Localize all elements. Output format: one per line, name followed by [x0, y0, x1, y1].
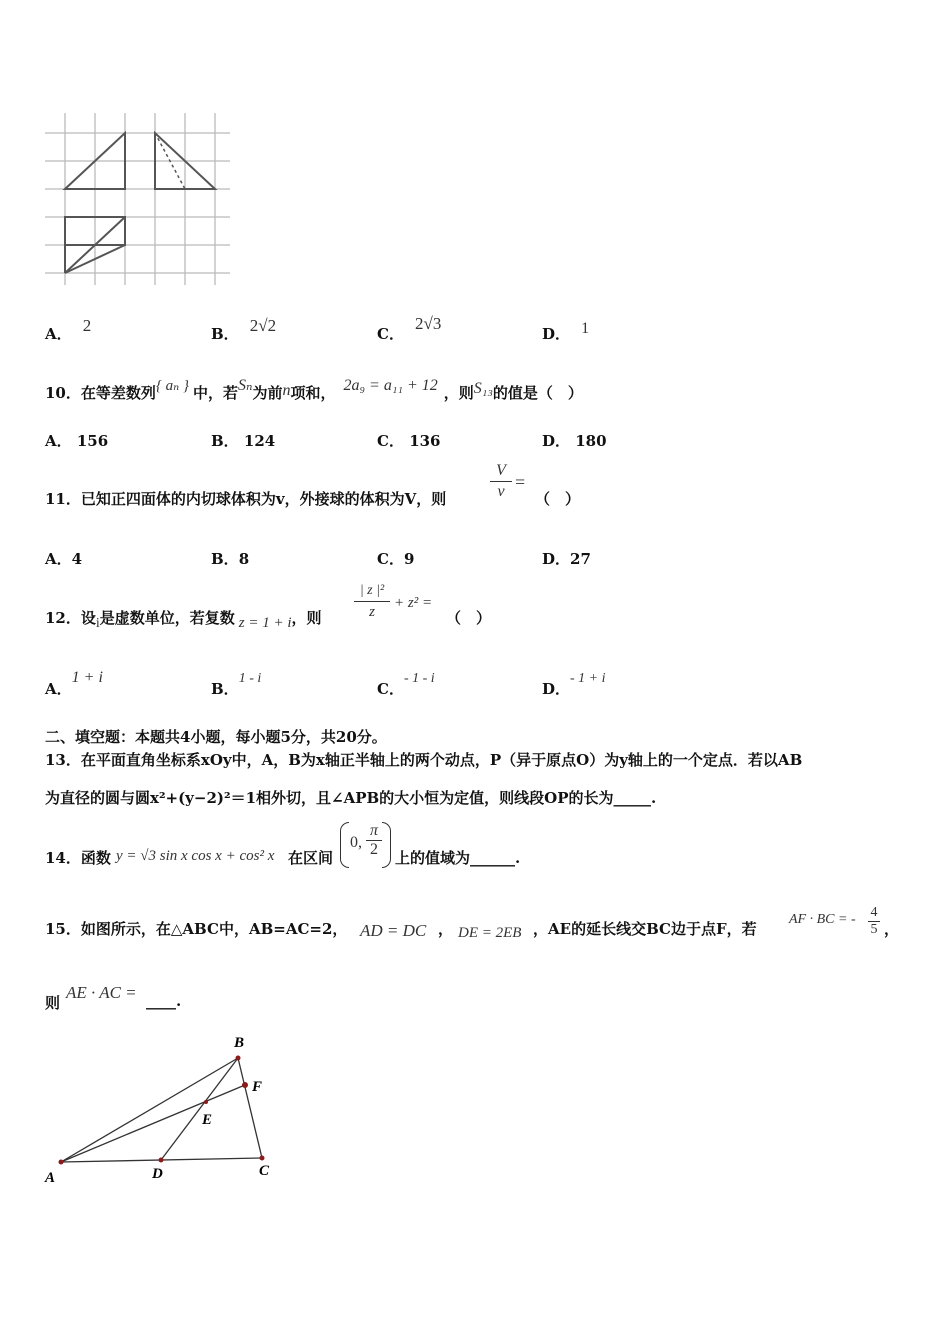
option-value: 2√2	[249, 316, 277, 335]
option-value: 1	[581, 320, 590, 337]
option-letter: C．	[377, 325, 404, 343]
q15-frac-den: 5	[870, 922, 878, 937]
option-letter: D．	[542, 550, 571, 568]
segment-ab	[61, 1058, 238, 1162]
q12-option-c[interactable]	[377, 671, 435, 699]
fraction-bar	[354, 601, 390, 602]
q11-eq: =	[515, 472, 526, 492]
q10-sn: Sₙ	[237, 377, 253, 394]
option-letter: B．	[211, 680, 239, 698]
option-letter: B．	[211, 325, 239, 343]
q10-option-d[interactable]	[542, 430, 607, 451]
option-letter: D．	[542, 432, 571, 450]
label-f: F	[252, 1079, 263, 1095]
q11-option-c[interactable]	[377, 548, 414, 569]
point-b	[236, 1056, 241, 1061]
option-value: 136	[409, 432, 441, 450]
left-paren	[340, 822, 349, 868]
q10-eq: 2a₉ = a₁₁ + 12	[343, 377, 438, 394]
option-value: 8	[238, 550, 250, 568]
q11-text: 11．已知正四面体的内切球体积为v，外接球的体积为V，则	[45, 490, 447, 508]
q11-option-a[interactable]	[45, 548, 82, 569]
option-letter: A．	[45, 550, 72, 568]
q15-c1: ，	[438, 920, 454, 938]
q12-t2: 是虚数单位，若复数	[99, 609, 235, 627]
question-12	[45, 607, 322, 631]
option-letter: C．	[377, 432, 404, 450]
option-letter: B．	[211, 432, 239, 450]
q11-fraction	[490, 462, 512, 501]
q12-option-a[interactable]	[45, 669, 103, 699]
q12-frac-num: | z |²	[359, 583, 385, 598]
q10-seq: { aₙ }	[155, 378, 189, 394]
q10-t1: 中，若	[192, 384, 238, 402]
option-value: 180	[575, 432, 607, 450]
label-e: E	[202, 1112, 213, 1128]
q14-t2: 在区间	[288, 849, 334, 867]
q14-t1: 14．函数	[45, 849, 111, 867]
question-10	[45, 377, 583, 403]
q10-num: 10．在等差数列	[45, 384, 156, 402]
label-d: D	[152, 1166, 163, 1182]
label-a: A	[45, 1170, 56, 1186]
q10-t3: 项和，	[290, 384, 336, 402]
q10-t5: 的值是（ ）	[492, 384, 583, 402]
q13-line-2: 为直径的圆与圆x²+(y−2)²＝1相外切，且∠APB的大小恒为定值，则线段OP的长为_____.	[45, 789, 657, 807]
q15-t1: 15．如图所示，在△ABC中，AB=AC=2，	[45, 920, 348, 938]
segment-db	[161, 1058, 238, 1160]
q10-n: n	[282, 382, 291, 399]
q12-frac-den: z	[369, 604, 375, 620]
q9-option-b[interactable]	[211, 316, 277, 344]
option-letter: D．	[542, 325, 571, 343]
q10-option-c[interactable]	[377, 430, 441, 451]
option-letter: B．	[211, 550, 239, 568]
option-value: 1 + i	[71, 669, 103, 686]
q14-interval-a: 0,	[350, 834, 362, 851]
point-f	[242, 1082, 248, 1088]
q10-t2: 为前	[252, 384, 283, 402]
q9-option-d[interactable]	[542, 320, 590, 344]
question-11	[45, 488, 446, 509]
option-value: 9	[403, 550, 415, 568]
q15-aeac: AE · AC =	[66, 983, 137, 1002]
segment-af	[61, 1085, 245, 1162]
option-letter: A．	[45, 680, 72, 698]
q14-t3: 上的值域为______.	[395, 849, 521, 867]
option-value: - 1 - i	[403, 671, 435, 686]
q15-t2: ，AE的延长线交BC边于点F，若	[533, 920, 757, 938]
triangle-abc-figure	[40, 1030, 280, 1190]
q14-frac-num: π	[369, 822, 378, 839]
q12-z: z = 1 + i	[238, 615, 292, 631]
option-value: - 1 + i	[570, 671, 606, 686]
q12-t3: ，则	[291, 609, 322, 627]
q13-line-1: 13．在平面直角坐标系xOy中，A，B为x轴正半轴上的两个动点，P（异于原点O）为y轴上的一个定点．若以AB	[45, 751, 803, 769]
label-c: C	[259, 1163, 270, 1179]
q12-rest: + z² =	[394, 595, 433, 611]
option-value: 1 - i	[238, 671, 262, 686]
q15-line2b: ____.	[146, 992, 182, 1010]
q12-option-d[interactable]	[542, 671, 606, 699]
q12-fraction	[354, 583, 390, 621]
option-value: 124	[243, 432, 276, 450]
q11-option-b[interactable]	[211, 548, 249, 569]
q12-t1: 12．设	[45, 609, 96, 627]
grid-lines	[45, 113, 230, 285]
q15-frac-num: 4	[870, 905, 878, 920]
q14-frac-den: 2	[370, 841, 378, 858]
point-c	[260, 1156, 265, 1161]
q15-de: DE = 2EB	[458, 925, 522, 941]
q14-interval-frac	[366, 822, 382, 859]
q9-option-a[interactable]	[45, 316, 92, 344]
q12-i: i	[95, 616, 100, 631]
section-2-title: 二、填空题：本题共4小题，每小题5分，共20分。	[45, 728, 387, 746]
point-d	[159, 1158, 164, 1163]
point-a	[59, 1160, 64, 1165]
option-value: 2	[82, 316, 92, 335]
segment-bc	[238, 1058, 262, 1158]
option-value: 4	[71, 550, 83, 568]
q11-frac-num: V	[496, 462, 506, 479]
q9-option-c[interactable]	[377, 314, 442, 344]
option-letter: D．	[542, 680, 571, 698]
option-letter: C．	[377, 680, 404, 698]
q11-tail: （ ）	[535, 490, 581, 508]
q15-c2: ，	[884, 920, 900, 938]
option-value: 27	[570, 550, 591, 568]
point-e	[204, 1100, 208, 1104]
q11-option-d[interactable]	[542, 548, 591, 569]
label-b: B	[234, 1035, 245, 1051]
q14-func: y = √3 sin x cos x + cos² x	[116, 848, 275, 864]
q15-line2a: 则	[45, 994, 61, 1012]
option-letter: A．	[45, 325, 72, 343]
option-letter: A．	[45, 432, 72, 450]
q15-ad: AD = DC	[360, 921, 427, 940]
q12-tail: （ ）	[446, 609, 492, 627]
q10-t4: ，则	[443, 384, 474, 402]
option-value: 156	[76, 432, 109, 450]
three-view-figure	[45, 113, 230, 288]
q10-option-b[interactable]	[211, 430, 275, 451]
q11-frac-den: v	[497, 483, 505, 500]
q10-option-a[interactable]	[45, 430, 108, 451]
q12-option-b[interactable]	[211, 671, 262, 699]
q15-fraction	[868, 905, 880, 938]
q14-interval	[340, 820, 392, 868]
q15-afbc: AF · BC = -	[789, 912, 856, 927]
fraction-bar	[490, 481, 512, 482]
q10-s13: S₁₃	[473, 380, 493, 397]
right-paren	[382, 822, 391, 868]
option-value: 2√3	[415, 314, 442, 333]
option-letter: C．	[377, 550, 404, 568]
